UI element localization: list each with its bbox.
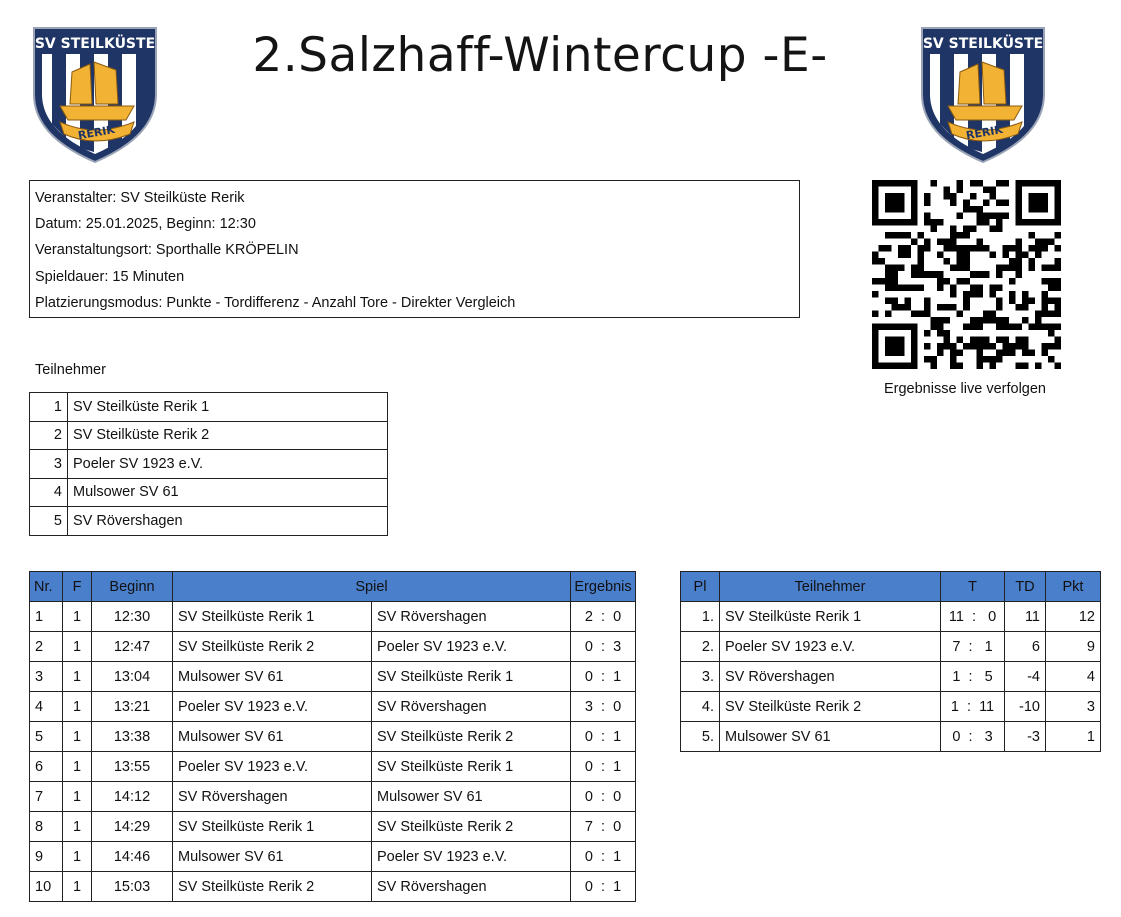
participant-name: SV Steilküste Rerik 2 bbox=[68, 421, 388, 450]
match-time: 14:46 bbox=[92, 842, 173, 872]
standings-table bbox=[680, 571, 1101, 752]
match-team-away: SV Steilküste Rerik 1 bbox=[372, 752, 571, 782]
standings-team: SV Rövershagen bbox=[720, 662, 941, 692]
schedule-table bbox=[29, 571, 636, 902]
standings-place: 4. bbox=[681, 692, 720, 722]
standings-goals: 11 : 0 bbox=[941, 602, 1005, 632]
event-info-box bbox=[29, 180, 800, 318]
standings-team: Poeler SV 1923 e.V. bbox=[720, 632, 941, 662]
header-points: Pkt bbox=[1046, 572, 1101, 602]
match-team-home: Poeler SV 1923 e.V. bbox=[173, 752, 372, 782]
header-goal-diff: TD bbox=[1005, 572, 1046, 602]
participant-number: 1 bbox=[30, 393, 68, 422]
participant-row bbox=[30, 421, 388, 450]
standings-row bbox=[681, 602, 1101, 632]
match-number: 8 bbox=[30, 812, 63, 842]
standings-points: 3 bbox=[1046, 692, 1101, 722]
match-team-away: SV Rövershagen bbox=[372, 602, 571, 632]
match-number: 1 bbox=[30, 602, 63, 632]
match-field: 1 bbox=[63, 812, 92, 842]
match-team-home: Mulsower SV 61 bbox=[173, 722, 372, 752]
participant-number: 4 bbox=[30, 478, 68, 507]
club-logo-left bbox=[30, 24, 160, 164]
match-number: 4 bbox=[30, 692, 63, 722]
participant-name: SV Steilküste Rerik 1 bbox=[68, 393, 388, 422]
match-team-home: SV Steilküste Rerik 1 bbox=[173, 602, 372, 632]
header-start: Beginn bbox=[92, 572, 173, 602]
participant-row bbox=[30, 450, 388, 479]
participant-name: Mulsower SV 61 bbox=[68, 478, 388, 507]
standings-goal-diff: -10 bbox=[1005, 692, 1046, 722]
svg-text:SV STEILKÜSTE: SV STEILKÜSTE bbox=[34, 36, 156, 52]
standings-points: 4 bbox=[1046, 662, 1101, 692]
match-time: 12:47 bbox=[92, 632, 173, 662]
club-logo-right bbox=[918, 24, 1048, 164]
match-row bbox=[30, 872, 636, 902]
participants-heading: Teilnehmer bbox=[35, 362, 106, 378]
match-field: 1 bbox=[63, 632, 92, 662]
standings-goal-diff: -4 bbox=[1005, 662, 1046, 692]
header-team: Teilnehmer bbox=[720, 572, 941, 602]
match-field: 1 bbox=[63, 842, 92, 872]
standings-place: 1. bbox=[681, 602, 720, 632]
standings-place: 3. bbox=[681, 662, 720, 692]
match-field: 1 bbox=[63, 722, 92, 752]
standings-goals: 7 : 1 bbox=[941, 632, 1005, 662]
match-row bbox=[30, 632, 636, 662]
match-result: 0 : 1 bbox=[571, 662, 636, 692]
qr-code-icon[interactable] bbox=[872, 180, 1061, 369]
match-result: 0 : 0 bbox=[571, 782, 636, 812]
match-number: 3 bbox=[30, 662, 63, 692]
match-row bbox=[30, 782, 636, 812]
match-row bbox=[30, 812, 636, 842]
match-row bbox=[30, 722, 636, 752]
match-result: 0 : 1 bbox=[571, 842, 636, 872]
standings-row bbox=[681, 632, 1101, 662]
match-team-home: SV Steilküste Rerik 1 bbox=[173, 812, 372, 842]
match-team-away: Poeler SV 1923 e.V. bbox=[372, 632, 571, 662]
standings-goals: 0 : 3 bbox=[941, 722, 1005, 752]
standings-points: 1 bbox=[1046, 722, 1101, 752]
header-match: Spiel bbox=[173, 572, 571, 602]
match-result: 7 : 0 bbox=[571, 812, 636, 842]
match-team-away: SV Rövershagen bbox=[372, 692, 571, 722]
match-time: 12:30 bbox=[92, 602, 173, 632]
match-number: 7 bbox=[30, 782, 63, 812]
header-result: Ergebnis bbox=[571, 572, 636, 602]
standings-team: Mulsower SV 61 bbox=[720, 722, 941, 752]
match-row bbox=[30, 842, 636, 872]
participant-name: Poeler SV 1923 e.V. bbox=[68, 450, 388, 479]
standings-goal-diff: -3 bbox=[1005, 722, 1046, 752]
match-time: 15:03 bbox=[92, 872, 173, 902]
qr-caption: Ergebnisse live verfolgen bbox=[883, 381, 1046, 397]
match-team-home: SV Steilküste Rerik 2 bbox=[173, 872, 372, 902]
match-result: 0 : 1 bbox=[571, 872, 636, 902]
standings-goals: 1 : 11 bbox=[941, 692, 1005, 722]
svg-text:RERIK: RERIK bbox=[965, 122, 1004, 143]
match-result: 0 : 1 bbox=[571, 752, 636, 782]
match-number: 6 bbox=[30, 752, 63, 782]
match-row bbox=[30, 752, 636, 782]
match-field: 1 bbox=[63, 872, 92, 902]
standings-goals: 1 : 5 bbox=[941, 662, 1005, 692]
match-row bbox=[30, 692, 636, 722]
match-field: 1 bbox=[63, 602, 92, 632]
match-team-away: SV Steilküste Rerik 2 bbox=[372, 812, 571, 842]
match-result: 0 : 1 bbox=[571, 722, 636, 752]
match-time: 13:38 bbox=[92, 722, 173, 752]
match-result: 2 : 0 bbox=[571, 602, 636, 632]
match-time: 13:04 bbox=[92, 662, 173, 692]
header-goals: T bbox=[941, 572, 1005, 602]
standings-row bbox=[681, 662, 1101, 692]
standings-row bbox=[681, 692, 1101, 722]
match-result: 3 : 0 bbox=[571, 692, 636, 722]
match-number: 10 bbox=[30, 872, 63, 902]
match-team-away: Poeler SV 1923 e.V. bbox=[372, 842, 571, 872]
header-nr: Nr. bbox=[30, 572, 63, 602]
match-row bbox=[30, 662, 636, 692]
match-team-home: Mulsower SV 61 bbox=[173, 842, 372, 872]
participant-row bbox=[30, 507, 388, 536]
participant-row bbox=[30, 478, 388, 507]
match-time: 13:21 bbox=[92, 692, 173, 722]
participant-number: 3 bbox=[30, 450, 68, 479]
match-number: 9 bbox=[30, 842, 63, 872]
header-place: Pl bbox=[681, 572, 720, 602]
participant-number: 2 bbox=[30, 421, 68, 450]
match-field: 1 bbox=[63, 782, 92, 812]
match-field: 1 bbox=[63, 662, 92, 692]
match-team-away: SV Rövershagen bbox=[372, 872, 571, 902]
page-title: 2.Salzhaff-Wintercup -E- bbox=[252, 28, 828, 83]
participant-number: 5 bbox=[30, 507, 68, 536]
standings-place: 2. bbox=[681, 632, 720, 662]
match-time: 13:55 bbox=[92, 752, 173, 782]
match-team-away: SV Steilküste Rerik 2 bbox=[372, 722, 571, 752]
standings-points: 9 bbox=[1046, 632, 1101, 662]
venue-line: Veranstaltungsort: Sporthalle KRÖPELIN bbox=[35, 242, 299, 259]
svg-text:RERIK: RERIK bbox=[77, 122, 116, 143]
ranking-mode-line: Platzierungsmodus: Punkte - Tordifferenz - Anzahl Tore - Direkter Vergleich bbox=[35, 294, 516, 311]
standings-team: SV Steilküste Rerik 2 bbox=[720, 692, 941, 722]
participant-name: SV Rövershagen bbox=[68, 507, 388, 536]
match-team-home: SV Rövershagen bbox=[173, 782, 372, 812]
svg-text:SV STEILKÜSTE: SV STEILKÜSTE bbox=[922, 36, 1044, 52]
organizer-line: Veranstalter: SV Steilküste Rerik bbox=[35, 190, 245, 206]
match-field: 1 bbox=[63, 692, 92, 722]
match-time: 14:29 bbox=[92, 812, 173, 842]
match-team-home: Mulsower SV 61 bbox=[173, 662, 372, 692]
standings-place: 5. bbox=[681, 722, 720, 752]
date-line: Datum: 25.01.2025, Beginn: 12:30 bbox=[35, 216, 256, 233]
participants-table bbox=[29, 392, 388, 536]
match-field: 1 bbox=[63, 752, 92, 782]
match-result: 0 : 3 bbox=[571, 632, 636, 662]
duration-line: Spieldauer: 15 Minuten bbox=[35, 268, 185, 285]
standings-goal-diff: 11 bbox=[1005, 602, 1046, 632]
match-row bbox=[30, 602, 636, 632]
match-team-home: SV Steilküste Rerik 2 bbox=[173, 632, 372, 662]
match-number: 5 bbox=[30, 722, 63, 752]
standings-row bbox=[681, 722, 1101, 752]
participant-row bbox=[30, 393, 388, 422]
match-team-away: Mulsower SV 61 bbox=[372, 782, 571, 812]
match-number: 2 bbox=[30, 632, 63, 662]
standings-team: SV Steilküste Rerik 1 bbox=[720, 602, 941, 632]
header-field: F bbox=[63, 572, 92, 602]
standings-points: 12 bbox=[1046, 602, 1101, 632]
match-time: 14:12 bbox=[92, 782, 173, 812]
match-team-home: Poeler SV 1923 e.V. bbox=[173, 692, 372, 722]
match-team-away: SV Steilküste Rerik 1 bbox=[372, 662, 571, 692]
standings-goal-diff: 6 bbox=[1005, 632, 1046, 662]
